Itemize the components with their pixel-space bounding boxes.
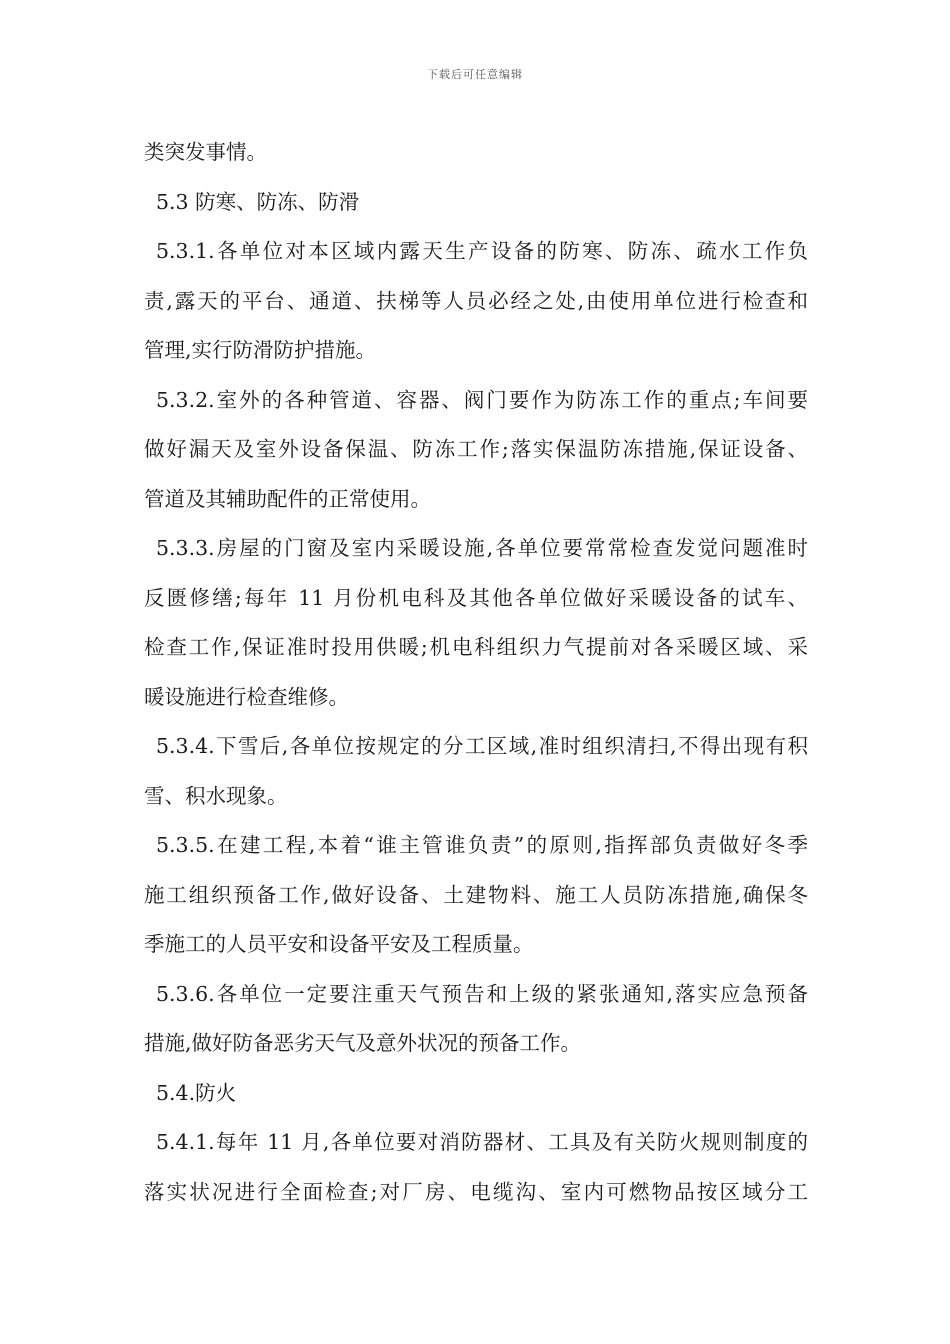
text-line: 5.4.防火: [156, 1080, 237, 1105]
text-line: 5.3.4.下雪后,各单位按规定的分工区域,准时组织清扫,不得出现有积: [156, 734, 808, 758]
text-line: 5.3.6.各单位一定要注重天气预告和上级的紧张通知,落实应急预备: [156, 981, 808, 1006]
text-line: 5.3.2.室外的各种管道、容器、阀门要作为防冻工作的重点;车间要: [156, 387, 808, 412]
text-line: 类突发事情。: [144, 140, 267, 164]
text-line: 雪、积水现象。: [144, 783, 288, 808]
text-line: 5.3.3.房屋的门窗及室内采暖设施,各单位要常常检查发觉问题准时: [156, 536, 808, 560]
text-line: 管道及其辅助配件的正常使用。: [144, 486, 431, 511]
text-line: 做好漏天及室外设备保温、防冻工作;落实保温防冻措施,保证设备、: [144, 437, 808, 461]
text-line: 5.3 防寒、防冻、防滑: [156, 189, 360, 214]
text-line: 落实状况进行全面检查;对厂房、电缆沟、室内可燃物品按区域分工: [144, 1179, 808, 1204]
text-line: 暖设施进行检查维修。: [144, 684, 349, 709]
page-header: 下载后可任意编辑: [427, 68, 523, 81]
document-body: [144, 128, 808, 1217]
text-line: 管理,实行防滑防护措施。: [144, 338, 377, 362]
text-line: 措施,做好防备恶劣天气及意外状况的预备工作。: [144, 1031, 582, 1055]
text-line: 责,露天的平台、通道、扶梯等人员必经之处,由使用单位进行检查和: [144, 288, 808, 313]
text-line: 反匮修缮;每年 11 月份机电科及其他各单位做好采暖设备的试车、: [144, 585, 808, 610]
text-line: 5.3.5.在建工程,本着“谁主管谁负责”的原则,指挥部负责做好冬季: [156, 833, 808, 857]
text-line: 5.4.1.每年 11 月,各单位要对消防器材、工具及有关防火规则制度的: [156, 1130, 808, 1154]
text-line: 5.3.1.各单位对本区域内露天生产设备的防寒、防冻、疏水工作负: [156, 239, 808, 263]
text-line: 季施工的人员平安和设备平安及工程质量。: [144, 932, 534, 956]
text-line: 施工组织预备工作,做好设备、土建物料、施工人员防冻措施,确保冬: [144, 882, 808, 907]
text-line: 检查工作,保证准时投用供暖;机电科组织力气提前对各采暖区域、采: [144, 635, 808, 659]
